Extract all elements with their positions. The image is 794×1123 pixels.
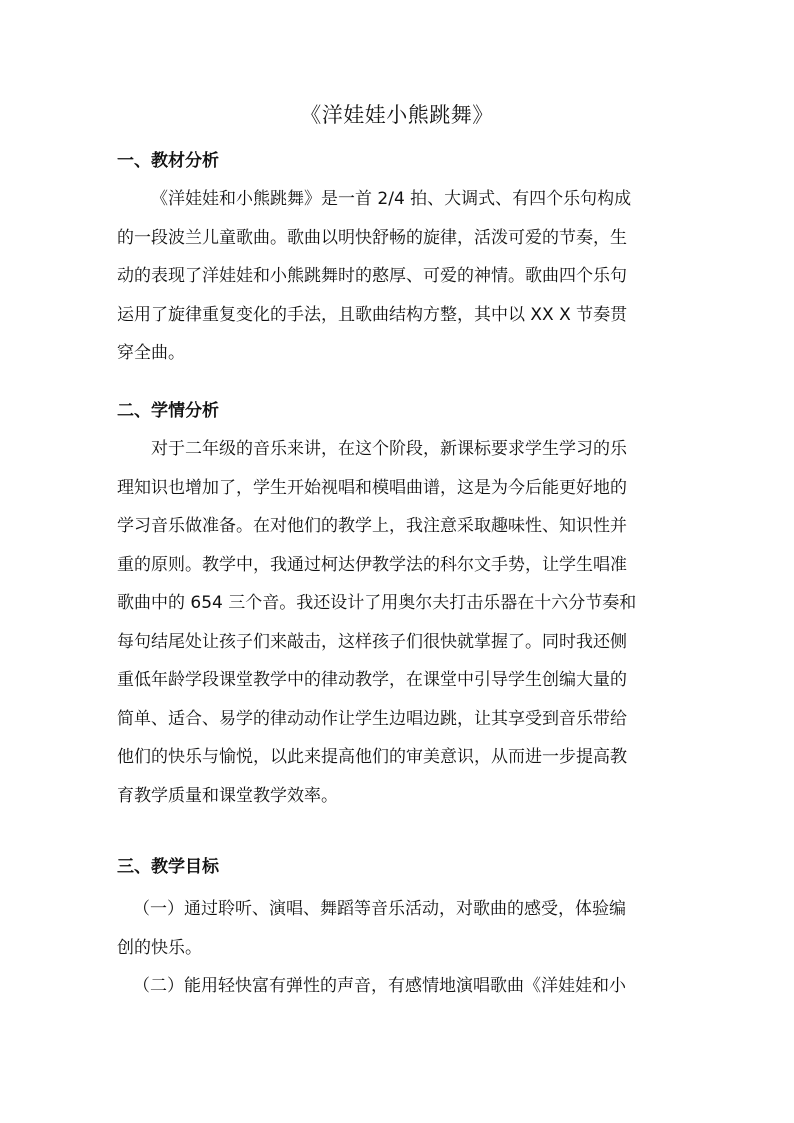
paragraph-line: 动的表现了洋娃娃和小熊跳舞时的憨厚、可爱的神情。歌曲四个乐句 [117,266,627,286]
paragraph-line: （一）通过聆听、演唱、舞蹈等音乐活动，对歌曲的感受，体验编 [133,899,626,919]
paragraph-line: 穿全曲。 [117,343,185,363]
paragraph-line: 育教学质量和课堂教学效率。 [117,785,338,806]
paragraph-line: 重低年龄学段课堂教学中的律动教学，在课堂中引导学生创编大量的 [117,670,627,690]
teaching-goal-1 [117,890,687,967]
paragraph-line: 学习音乐做准备。在对他们的教学上，我注意采取趣味性、知识性并 [117,516,627,536]
paragraph-line: 简单、适合、易学的律动动作让学生边唱边跳，让其享受到音乐带给 [117,708,627,729]
paragraph-line: 他们的快乐与愉悦，以此来提高他们的审美意识，从而进一步提高教 [117,747,627,767]
teaching-goal-2 [117,967,687,1006]
paragraph-line: 对于二年级的音乐来讲，在这个阶段，新课标要求学生学习的乐 [151,439,627,459]
paragraph-line: 运用了旋律重复变化的手法，且歌曲结构方整，其中以 XX X 节奏贯 [117,304,628,325]
paragraph-textbook-analysis [117,180,687,373]
section-heading-learner-analysis: 二、学情分析 [117,401,219,421]
document-title: 《洋娃娃小熊跳舞》 [300,103,494,127]
paragraph-line: 每句结尾处让孩子们来敲击，这样孩子们很快就掌握了。同时我还侧 [117,631,627,652]
paragraph-line: （二）能用轻快富有弹性的声音，有感情地演唱歌曲《洋娃娃和小 [133,976,626,996]
section-heading-textbook-analysis: 一、教材分析 [117,151,219,171]
paragraph-line: 重的原则。教学中，我通过柯达伊教学法的科尔文手势，让学生唱准 [117,554,627,575]
paragraph-line: 《洋娃娃和小熊跳舞》是一首 2/4 拍、大调式、有四个乐句构成 [151,189,632,209]
paragraph-line: 的一段波兰儿童歌曲。歌曲以明快舒畅的旋律，活泼可爱的节奏，生 [117,227,627,248]
paragraph-line: 创的快乐。 [117,937,202,958]
paragraph-line: 歌曲中的 654 三个音。我还设计了用奥尔夫打击乐器在十六分节奏和 [117,593,637,613]
paragraph-line: 理知识也增加了，学生开始视唱和模唱曲谱，这是为今后能更好地的 [117,477,627,498]
section-heading-teaching-goals: 三、教学目标 [117,857,219,877]
paragraph-learner-analysis [117,430,687,815]
